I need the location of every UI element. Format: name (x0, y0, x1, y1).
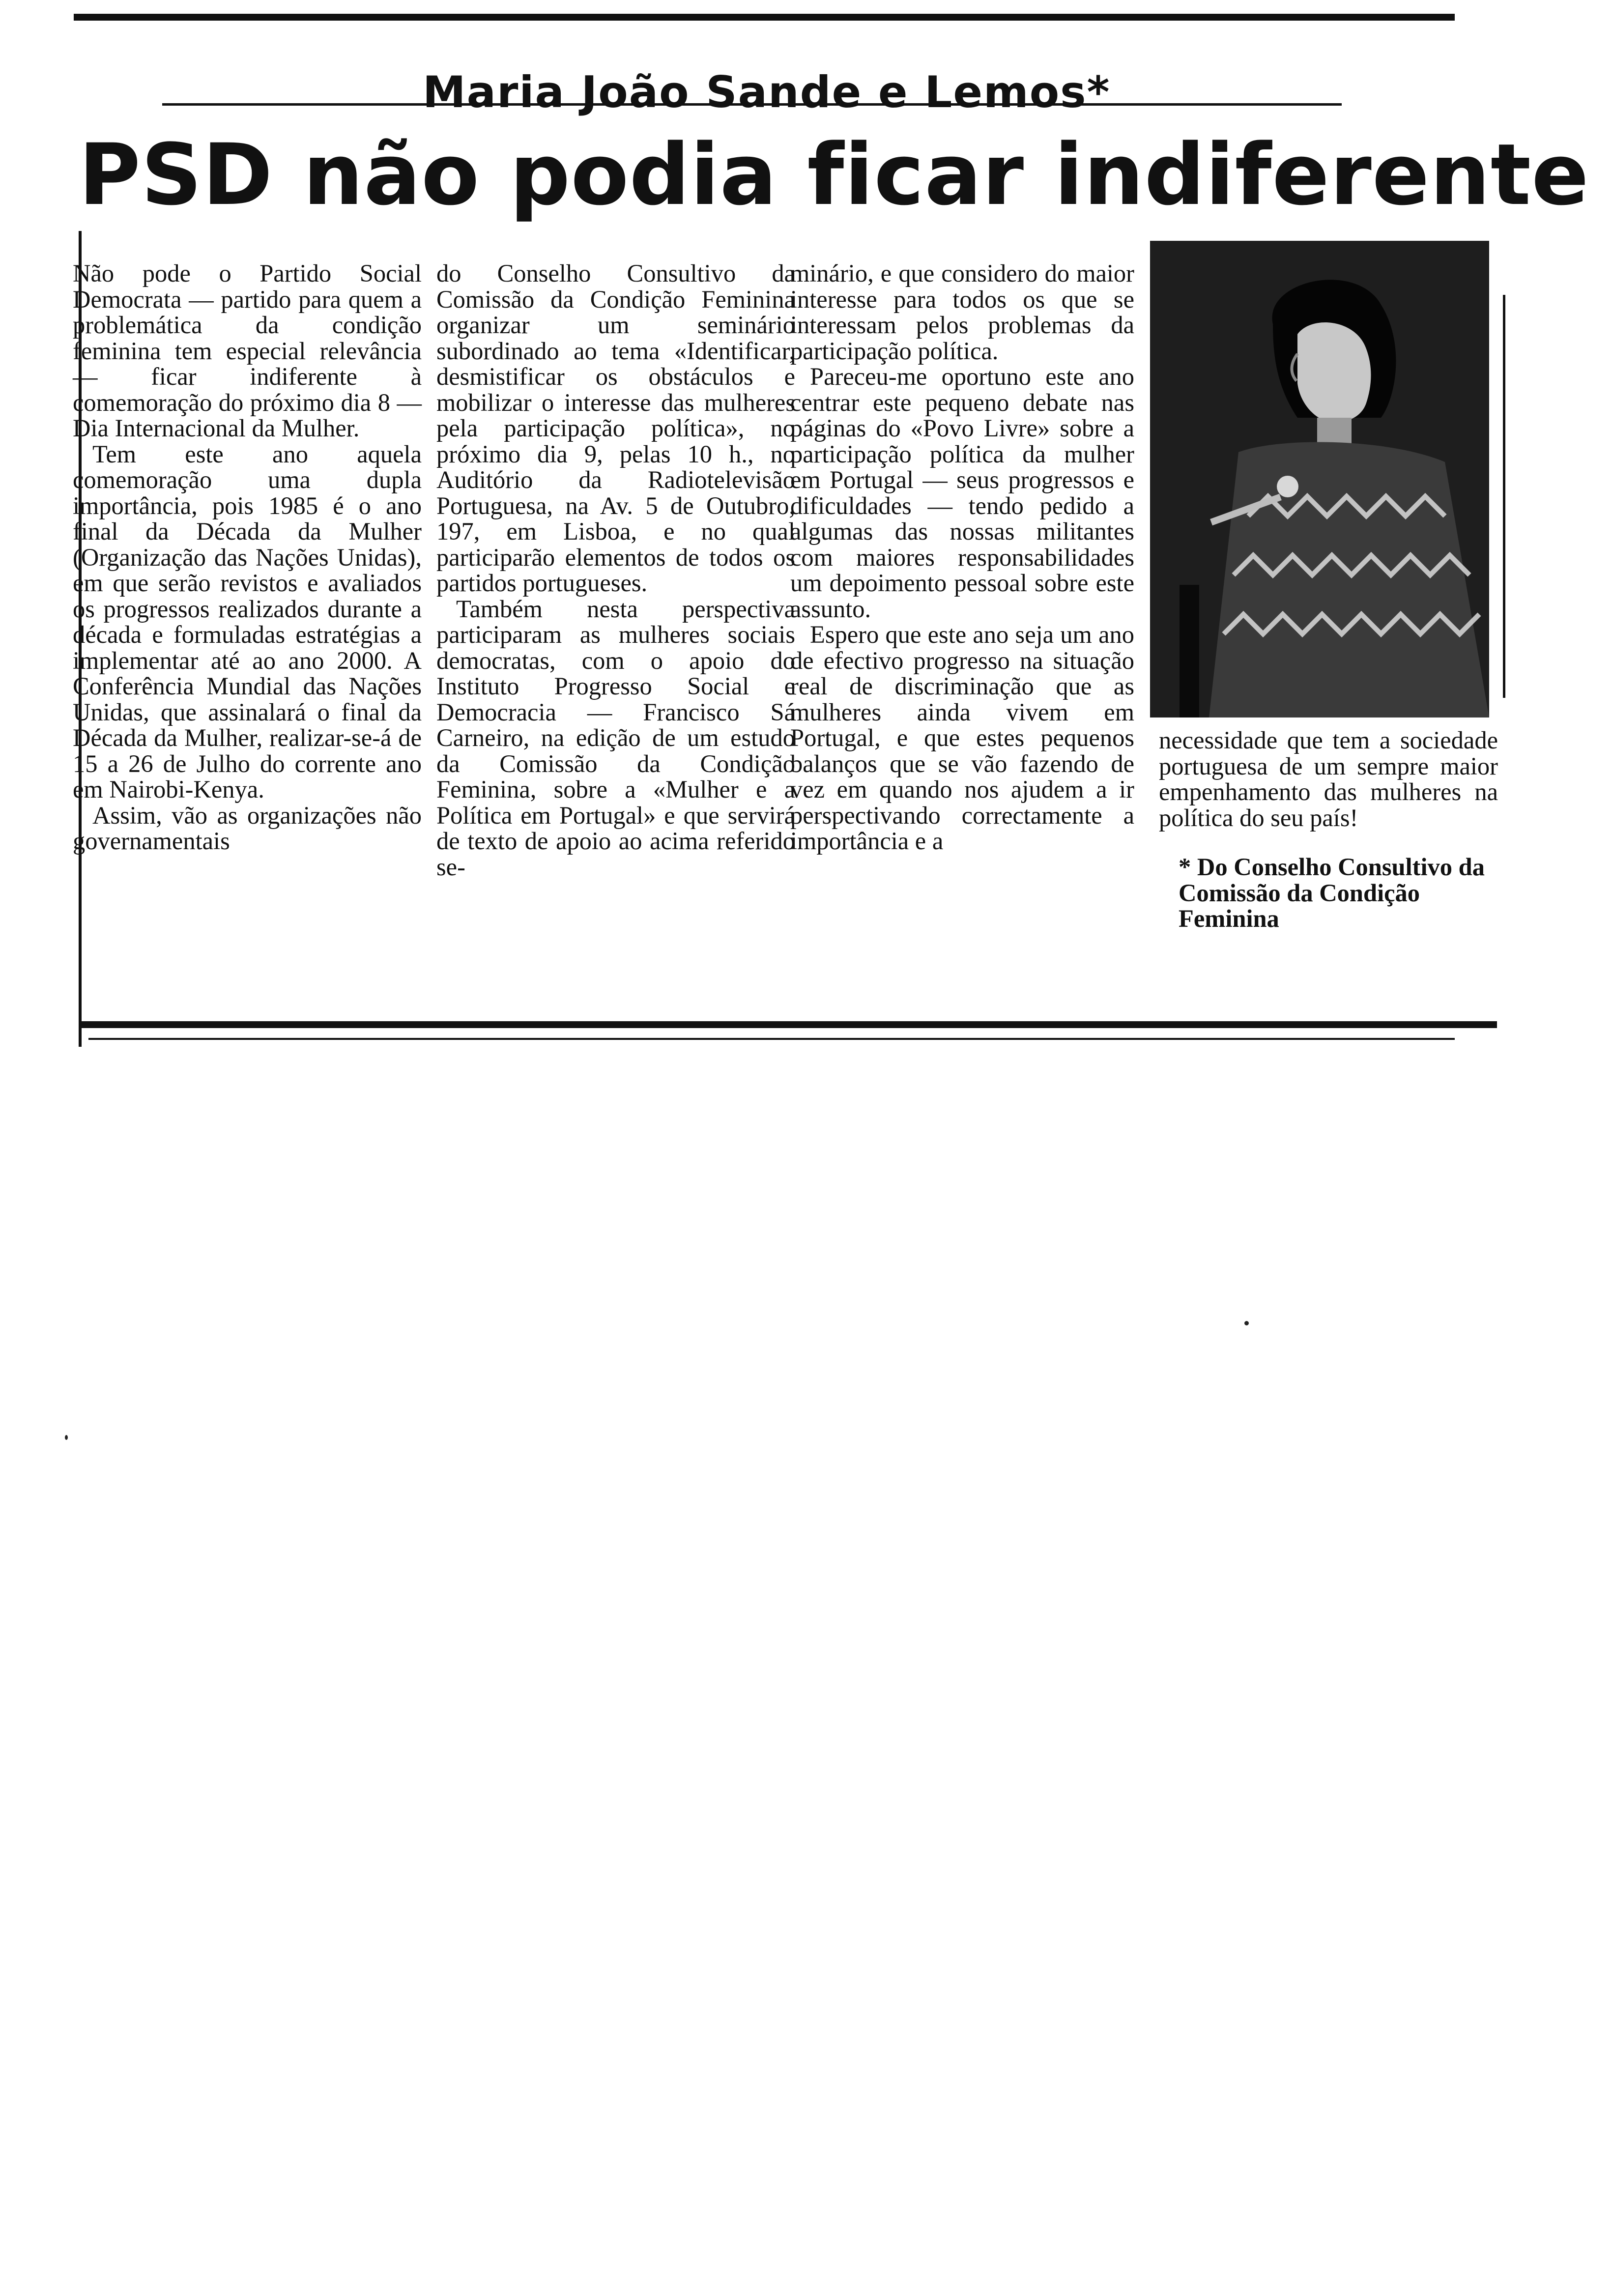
right-frame-rule (1503, 295, 1505, 698)
paragraph: Tem este ano aquela comemoração uma dupla importância, pois 1985 é o ano final da Década da Mulher (Organização das Nações Unidas), em que serão revistos e avaliados os progressos realizados durante a década e formuladas estratégias a implementar até ao ano 2000. A Conferência Mundial das Nações Unidas, que assinalará o final da Década da Mulher, realizar-se-á de 15 a 26 de Julho do corrente ano em Nairobi-Kenya. (73, 440, 422, 803)
paragraph: necessidade que tem a sociedade portuguesa de um sempre maior empenhamento das mulheres na política do seu país! (1159, 726, 1498, 832)
paragraph: Também nesta perspectiva participaram as mulheres sociais democratas, com o apoio do Instituto Progresso Social e Democracia — Francisco Sá Carneiro, na edição de um estudo da Comissão da Condição Feminina, sobre a «Mulher e a Política em Portugal» e que servirá de texto de apoio ao acima referido se- (436, 595, 795, 881)
column-4 (1159, 727, 1498, 932)
paragraph: Assim, vão as organizações não governamentais (73, 801, 422, 855)
photo-illustration (1150, 241, 1489, 718)
paragraph: Pareceu-me oportuno este ano centrar este pequeno debate nas páginas do «Povo Livre» sobre a participação política da mulher em Portugal — seus progressos e dificuldades — tendo pedido a algumas das nossas militantes com maiores responsabilidades um depoimento pessoal sobre este assunto. (790, 363, 1134, 623)
column-2 (436, 260, 795, 880)
bottom-thin-rule (88, 1038, 1455, 1040)
paragraph: do Conselho Consultivo da Comissão da Condição Feminina organizar um seminário subordinado ao tema «Identificar, desmistificar os obstáculos e mobilizar o interesse das mulheres pela participação política», no próximo dia 9, pelas 10 h., no Auditório da Radiotelevisão Portuguesa, na Av. 5 de Outubro, 197, em Lisboa, e no qual participarão elementos de todos os partidos portugueses. (436, 259, 795, 597)
column-1 (73, 260, 422, 854)
column-3 (790, 260, 1134, 854)
scan-speck (1244, 1321, 1249, 1325)
paragraph: Não pode o Partido Social Democrata — partido para quem a problemática da condição feminina tem especial relevância — ficar indiferente à comemoração do próximo dia 8 — Dia Internacional da Mulher. (73, 259, 422, 442)
headline: PSD não podia ficar indiferente (79, 125, 1589, 224)
author-byline: Maria João Sande e Lemos* (423, 67, 1111, 117)
author-photo (1150, 241, 1489, 718)
top-rule (74, 14, 1455, 21)
paragraph: Espero que este ano seja um ano de efectivo progresso na situação real de discriminação que as mulheres ainda vivem em Portugal, e que estes pequenos balanços que se vão fazendo de vez em quando nos ajudem a ir perspectivando correctamente a importância e a (790, 621, 1134, 855)
bottom-rule (82, 1021, 1497, 1028)
paragraph: minário, e que considero do maior interesse para todos os que se interessam pelos problemas da participação política. (790, 259, 1134, 365)
author-footnote: * Do Conselho Consultivo da Comissão da Condição Feminina (1179, 853, 1485, 932)
scan-speck (65, 1435, 68, 1440)
